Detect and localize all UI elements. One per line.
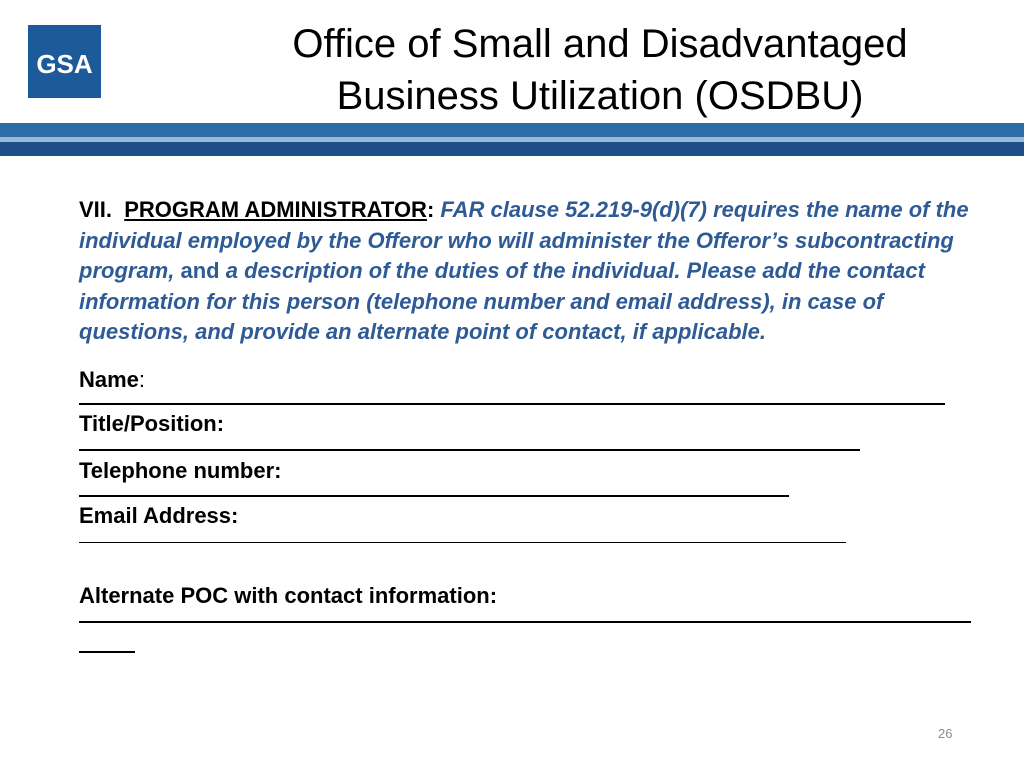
gsa-logo-icon xyxy=(28,25,101,98)
phone-label-row xyxy=(79,456,979,487)
alternate-label: Alternate POC with contact information: xyxy=(79,582,498,608)
form-content xyxy=(79,195,979,653)
title-label-row xyxy=(79,409,979,440)
gsa-logo xyxy=(28,25,101,98)
email-label-row xyxy=(79,501,979,532)
name-label-colon: : xyxy=(138,366,146,392)
name-label: Name xyxy=(79,366,139,392)
header-band-top xyxy=(0,123,1024,137)
alternate-label-row xyxy=(79,581,979,612)
section-heading: PROGRAM ADMINISTRATOR xyxy=(124,197,427,222)
name-input-line[interactable] xyxy=(79,403,945,405)
alternate-input-line[interactable] xyxy=(79,621,971,623)
page-title-line2: Business Utilization (OSDBU) xyxy=(336,74,864,118)
phone-label: Telephone number: xyxy=(79,457,282,483)
gsa-logo-text: GSA xyxy=(36,49,93,79)
title-input-line[interactable] xyxy=(79,449,860,451)
section-text-b: a description of the duties of the individual. Please add the contact information for this person (telephone number and email address), in case of questions, and provide an alternate point of contact, if applicable. xyxy=(79,258,925,344)
section-intro xyxy=(79,195,979,348)
section-text-a: FAR clause 52.219-9(d)(7) requires the name of the individual employed by the Offeror who will administer the Offeror’s subcontracting program, xyxy=(79,197,969,283)
section-heading-colon: : xyxy=(426,197,435,222)
email-input-line[interactable] xyxy=(79,542,846,543)
section-text-and: and xyxy=(180,258,220,283)
email-label: Email Address: xyxy=(79,503,239,528)
phone-input-line[interactable] xyxy=(79,495,789,497)
header-band-bottom xyxy=(0,142,1024,156)
page-number: 26 xyxy=(938,726,953,741)
alternate-input-line-continued[interactable] xyxy=(79,651,135,653)
name-label-row xyxy=(79,365,979,396)
section-number: VII. xyxy=(79,197,113,222)
title-label: Title/Position: xyxy=(79,411,225,436)
page-title-line1: Office of Small and Disadvantaged xyxy=(292,22,908,66)
page-title xyxy=(205,18,995,122)
